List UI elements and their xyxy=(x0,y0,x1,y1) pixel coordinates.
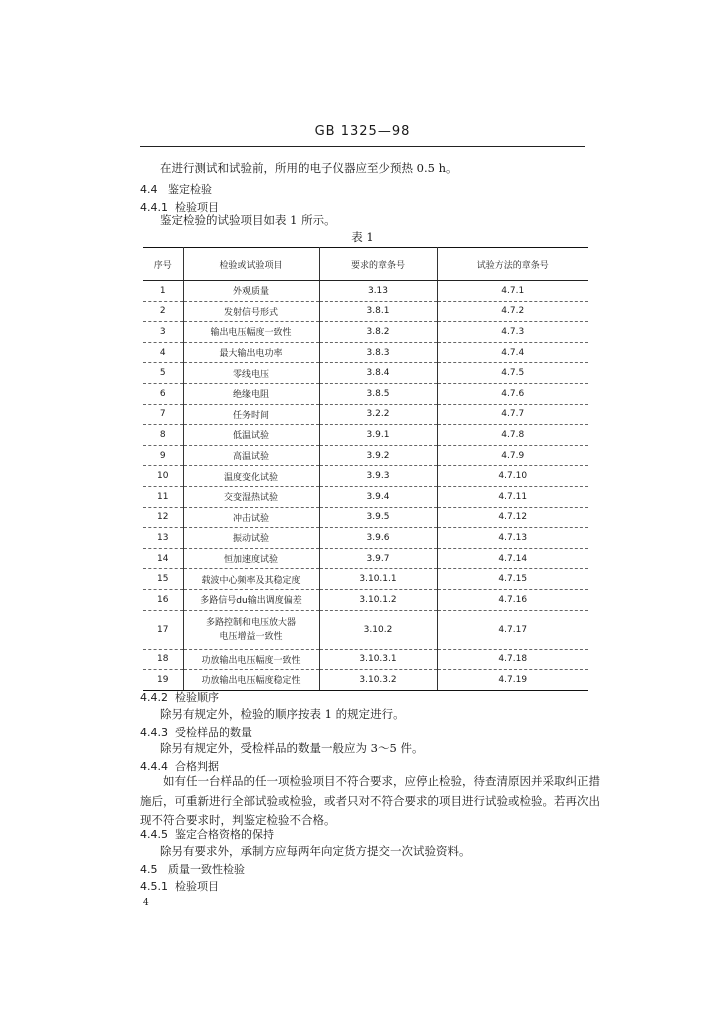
cell-index: 4 xyxy=(143,342,183,363)
section-4-4-2-text: 除另有规定外，检验的顺序按表 1 的规定进行。 xyxy=(160,707,405,721)
intro-paragraph: 在进行测试和试验前，所用的电子仪器应至少预热 0.5 h。 xyxy=(160,161,458,175)
cell-index: 1 xyxy=(143,281,183,302)
table-row xyxy=(143,383,588,404)
table-row xyxy=(143,363,588,384)
cell-index: 15 xyxy=(143,569,183,590)
cell-requirement: 3.9.5 xyxy=(319,507,437,528)
cell-index: 11 xyxy=(143,486,183,507)
table-row xyxy=(143,507,588,528)
table-header-row xyxy=(143,248,588,281)
cell-method: 4.7.3 xyxy=(437,322,588,343)
cell-index: 18 xyxy=(143,649,183,670)
cell-method: 4.7.4 xyxy=(437,342,588,363)
table-row xyxy=(143,548,588,569)
cell-requirement: 3.10.2 xyxy=(319,610,437,649)
cell-item: 低温试验 xyxy=(183,425,319,446)
cell-item: 恒加速度试验 xyxy=(183,548,319,569)
cell-item: 振动试验 xyxy=(183,528,319,549)
cell-item-line-2: 电压增益一致性 xyxy=(219,631,283,642)
section-number: 4.4.4 xyxy=(140,760,168,773)
cell-item: 冲击试验 xyxy=(183,507,319,528)
cell-item-line-1: 多路控制和电压放大器 xyxy=(205,617,296,628)
cell-index: 10 xyxy=(143,466,183,487)
cell-method: 4.7.12 xyxy=(437,507,588,528)
section-4-4-5-heading xyxy=(140,826,274,842)
table-row xyxy=(143,610,588,649)
cell-index: 16 xyxy=(143,589,183,610)
cell-index: 7 xyxy=(143,404,183,425)
cell-item: 任务时间 xyxy=(183,404,319,425)
column-header-method-clause: 试验方法的章条号 xyxy=(437,248,588,281)
table-row xyxy=(143,322,588,343)
cell-index: 19 xyxy=(143,670,183,691)
cell-requirement: 3.9.3 xyxy=(319,466,437,487)
cell-item: 外观质量 xyxy=(183,281,319,302)
cell-method: 4.7.7 xyxy=(437,404,588,425)
table-row xyxy=(143,670,588,691)
section-number: 4.4 xyxy=(140,183,158,196)
cell-item: 功放输出电压幅度稳定性 xyxy=(183,670,319,691)
section-4-4-heading xyxy=(140,181,212,197)
cell-requirement: 3.2.2 xyxy=(319,404,437,425)
table-row xyxy=(143,649,588,670)
cell-requirement: 3.10.1.1 xyxy=(319,569,437,590)
cell-requirement: 3.13 xyxy=(319,281,437,302)
cell-requirement: 3.8.4 xyxy=(319,363,437,384)
cell-method: 4.7.6 xyxy=(437,383,588,404)
cell-index: 17 xyxy=(143,610,183,649)
table-row xyxy=(143,342,588,363)
cell-item: 功放输出电压幅度一致性 xyxy=(183,649,319,670)
cell-requirement: 3.8.1 xyxy=(319,301,437,322)
cell-method: 4.7.16 xyxy=(437,589,588,610)
table-row xyxy=(143,445,588,466)
section-title: 鉴定检验 xyxy=(168,183,212,196)
section-number: 4.4.2 xyxy=(140,691,168,704)
cell-requirement: 3.9.7 xyxy=(319,548,437,569)
page-header-code: GB 1325—98 xyxy=(314,124,411,139)
cell-method: 4.7.18 xyxy=(437,649,588,670)
cell-requirement: 3.9.6 xyxy=(319,528,437,549)
section-title: 检验项目 xyxy=(175,201,219,214)
section-title: 合格判据 xyxy=(175,760,219,773)
section-number: 4.4.1 xyxy=(140,201,168,214)
section-title: 检验项目 xyxy=(175,880,219,893)
cell-method: 4.7.13 xyxy=(437,528,588,549)
cell-item: 发射信号形式 xyxy=(183,301,319,322)
table-row xyxy=(143,486,588,507)
cell-requirement: 3.8.2 xyxy=(319,322,437,343)
cell-item xyxy=(183,610,319,649)
table-row xyxy=(143,301,588,322)
cell-index: 13 xyxy=(143,528,183,549)
cell-index: 12 xyxy=(143,507,183,528)
cell-index: 2 xyxy=(143,301,183,322)
cell-item: 零线电压 xyxy=(183,363,319,384)
section-4-4-3-heading xyxy=(140,724,252,740)
cell-method: 4.7.10 xyxy=(437,466,588,487)
header-rule xyxy=(140,146,585,147)
section-number: 4.5.1 xyxy=(140,880,168,893)
cell-method: 4.7.17 xyxy=(437,610,588,649)
section-4-4-4-text: 如有任一台样品的任一项检验项目不符合要求，应停止检验，待查清原因并采取纠正措施后，可重新进行全部试验或检验，或者只对不符合要求的项目进行试验或检验。若再次出现不符合要求时，判鉴定检验不合格。 xyxy=(140,774,600,827)
column-header-requirement-clause: 要求的章条号 xyxy=(319,248,437,281)
cell-item: 交变湿热试验 xyxy=(183,486,319,507)
page-number: 4 xyxy=(143,898,149,908)
cell-requirement: 3.8.5 xyxy=(319,383,437,404)
cell-requirement: 3.10.1.2 xyxy=(319,589,437,610)
table-row xyxy=(143,425,588,446)
cell-method: 4.7.1 xyxy=(437,281,588,302)
table-row xyxy=(143,404,588,425)
table-row xyxy=(143,569,588,590)
section-title: 质量一致性检验 xyxy=(168,863,245,876)
section-4-4-2-heading xyxy=(140,689,219,705)
section-title: 检验顺序 xyxy=(175,691,219,704)
cell-method: 4.7.14 xyxy=(437,548,588,569)
table-caption: 表 1 xyxy=(351,230,374,244)
cell-requirement: 3.9.4 xyxy=(319,486,437,507)
cell-index: 6 xyxy=(143,383,183,404)
column-header-index: 序号 xyxy=(143,248,183,281)
section-title: 鉴定合格资格的保持 xyxy=(175,828,274,841)
cell-index: 14 xyxy=(143,548,183,569)
cell-index: 5 xyxy=(143,363,183,384)
cell-method: 4.7.15 xyxy=(437,569,588,590)
column-header-item: 检验或试验项目 xyxy=(183,248,319,281)
cell-method: 4.7.2 xyxy=(437,301,588,322)
cell-index: 8 xyxy=(143,425,183,446)
cell-method: 4.7.11 xyxy=(437,486,588,507)
section-4-5-1-heading xyxy=(140,878,219,894)
cell-index: 3 xyxy=(143,322,183,343)
section-4-4-1-text: 鉴定检验的试验项目如表 1 所示。 xyxy=(160,213,336,227)
cell-item: 多路信号du输出调度偏差 xyxy=(183,589,319,610)
cell-item: 温度变化试验 xyxy=(183,466,319,487)
cell-method: 4.7.19 xyxy=(437,670,588,691)
table-row xyxy=(143,466,588,487)
cell-item: 最大输出电功率 xyxy=(183,342,319,363)
cell-index: 9 xyxy=(143,445,183,466)
cell-method: 4.7.5 xyxy=(437,363,588,384)
cell-requirement: 3.9.1 xyxy=(319,425,437,446)
cell-item: 高温试验 xyxy=(183,445,319,466)
cell-item: 输出电压幅度一致性 xyxy=(183,322,319,343)
cell-method: 4.7.9 xyxy=(437,445,588,466)
table-row xyxy=(143,589,588,610)
table-row xyxy=(143,528,588,549)
cell-item: 绝缘电阻 xyxy=(183,383,319,404)
section-4-5-heading xyxy=(140,861,245,877)
section-4-4-5-text: 除另有要求外，承制方应每两年向定货方提交一次试验资料。 xyxy=(160,844,471,858)
cell-requirement: 3.10.3.1 xyxy=(319,649,437,670)
section-title: 受检样品的数量 xyxy=(175,726,252,739)
cell-requirement: 3.9.2 xyxy=(319,445,437,466)
table-row xyxy=(143,281,588,302)
cell-method: 4.7.8 xyxy=(437,425,588,446)
section-number: 4.4.3 xyxy=(140,726,168,739)
section-number: 4.4.5 xyxy=(140,828,168,841)
inspection-items-table xyxy=(143,247,588,691)
section-4-4-3-text: 除另有规定外，受检样品的数量一般应为 3～5 件。 xyxy=(160,741,424,755)
cell-item: 载波中心频率及其稳定度 xyxy=(183,569,319,590)
cell-requirement: 3.10.3.2 xyxy=(319,670,437,691)
cell-requirement: 3.8.3 xyxy=(319,342,437,363)
section-number: 4.5 xyxy=(140,863,158,876)
